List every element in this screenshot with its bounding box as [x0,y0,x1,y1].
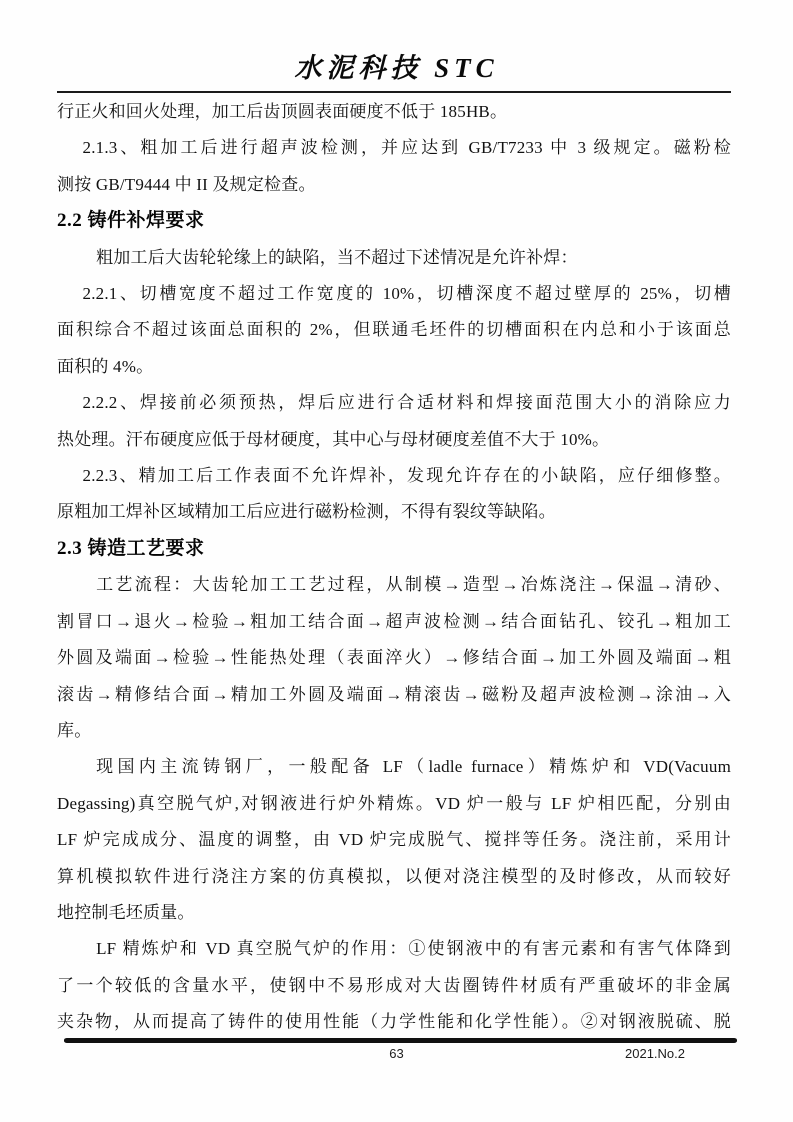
text-line: 夹杂物，从而提高了铸件的使用性能（力学性能和化学性能）。②对钢液脱硫、脱 [57,1012,731,1032]
text-line: 2.2.1、切槽宽度不超过工作宽度的 10%，切槽深度不超过壁厚的 25%，切槽 [82,284,731,304]
text-line: 2.1.3、粗加工后进行超声波检测，并应达到 GB/T7233 中 3 级规定。磁粉检 [82,138,731,158]
text-line: 割冒口→退火→检验→粗加工结合面→超声波检测→结合面钻孔、铰孔→粗加工 [57,611,731,631]
page-footer [0,1046,793,1064]
paragraph [57,567,731,749]
text-line: 算机模拟软件进行浇注方案的仿真模拟，以便对浇注模型的及时修改，从而较好 [57,866,731,886]
paragraph [57,276,731,385]
text-line: 面积综合不超过该面总面积的 2%，但联通毛坯件的切槽面积在内总和小于该面总 [57,320,731,340]
issue-number: 2021.No.2 [625,1046,685,1061]
text-line: 测按 GB/T9444 中 II 及规定检查。 [57,174,316,194]
paragraph [57,94,731,130]
footer-divider [64,1038,737,1043]
journal-title: 水泥科技 STC [294,53,499,83]
text-line: 外圆及端面→检验→性能热处理（表面淬火）→修结合面→加工外圆及端面→粗 [57,648,731,668]
text-line: LF 精炼炉和 VD 真空脱气炉的作用：①使钢液中的有害元素和有害气体降到 [96,939,731,959]
text-line: 现国内主流铸钢厂，一般配备 LF（ladle furnace）精炼炉和 VD(Vacuum [96,757,731,777]
page-number: 63 [389,1046,404,1061]
text-line: 热处理。汗布硬度应低于母材硬度，其中心与母材硬度差值不大于 10%。 [57,429,610,449]
paragraph [57,130,731,203]
article-body [57,94,731,1041]
text-line: 行正火和回火处理，加工后齿顶圆表面硬度不低于 185HB。 [57,102,508,121]
text-line: LF 炉完成成分、温度的调整，由 VD 炉完成脱气、搅拌等任务。浇注前，采用计 [57,830,731,850]
text-line: 面积的 4%。 [57,356,154,376]
text-line: 地控制毛坯质量。 [57,902,195,922]
paragraph [57,749,731,931]
text-line: 2.2.2、焊接前必须预热，焊后应进行合适材料和焊接面范围大小的消除应力 [82,393,731,413]
text-line: 工艺流程：大齿轮加工工艺过程，从制模→造型→冶炼浇注→保温→清砂、 [96,575,731,595]
section-heading-2-2: 2.2 铸件补焊要求 [57,210,205,232]
paragraph [57,385,731,458]
text-line: 2.2.3、精加工后工作表面不允许焊补，发现允许存在的小缺陷，应仔细修整。 [82,466,731,486]
text-line: 滚齿→精修结合面→精加工外圆及端面→精滚齿→磁粉及超声波检测→涂油→入 [57,684,731,704]
text-line: 库。 [57,720,92,740]
paragraph [57,458,731,531]
paragraph [57,240,731,276]
text-line: 原粗加工焊补区域精加工后应进行磁粉检测，不得有裂纹等缺陷。 [57,502,556,522]
text-line: Degassing)真空脱气炉,对钢液进行炉外精炼。VD 炉一般与 LF 炉相匹配，分别由 [57,793,731,813]
header-divider [57,91,731,93]
paragraph [57,931,731,1040]
text-line: 了一个较低的含量水平，使钢中不易形成对大齿圈铸件材质有严重破坏的非金属 [57,975,731,995]
text-line: 粗加工后大齿轮轮缘上的缺陷，当不超过下述情况是允许补焊： [96,247,578,267]
section-heading-2-3: 2.3 铸造工艺要求 [57,537,205,559]
